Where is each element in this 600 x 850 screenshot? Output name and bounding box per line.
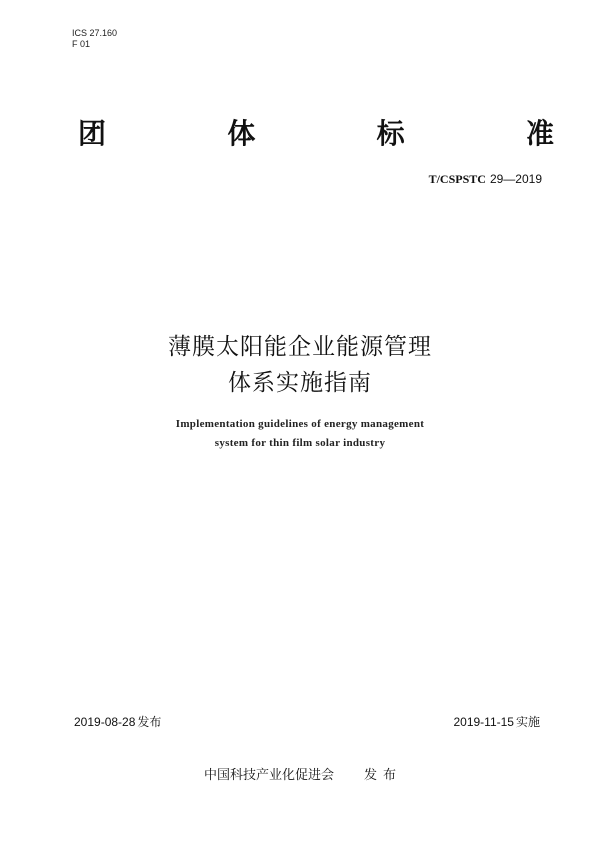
issue-date-value: 2019-08-28 (74, 715, 136, 729)
publisher-name: 中国科技产业化促进会 (204, 768, 335, 783)
title-chinese-line2: 体系实施指南 (228, 370, 372, 396)
publisher-line (204, 764, 402, 783)
implementation-date-label: 实施 (515, 715, 540, 729)
classification-codes (72, 28, 117, 50)
standard-type-char: 标 (376, 117, 405, 150)
ccs-code: F 01 (72, 39, 91, 49)
standard-number (429, 172, 542, 187)
standard-number-suffix: 29—2019 (489, 172, 542, 186)
standard-type-char: 体 (227, 117, 256, 150)
standard-type-heading (78, 112, 554, 152)
title-chinese-line1: 薄膜太阳能企业能源管理 (168, 334, 432, 360)
title-english-line2: system for thin film solar industry (214, 437, 386, 449)
issue-date (74, 713, 161, 730)
issue-date-label: 发布 (137, 715, 162, 729)
standard-type-char: 团 (78, 117, 107, 150)
ics-code: ICS 27.160 (72, 28, 118, 38)
title-english-line1: Implementation guidelines of energy management (175, 418, 425, 430)
implementation-date-value: 2019-11-15 (453, 715, 514, 729)
publisher-action: 发布 (364, 768, 403, 783)
standard-type-char: 准 (525, 117, 554, 150)
implementation-date (453, 713, 540, 730)
standard-number-prefix: T/CSPSTC (428, 172, 486, 186)
